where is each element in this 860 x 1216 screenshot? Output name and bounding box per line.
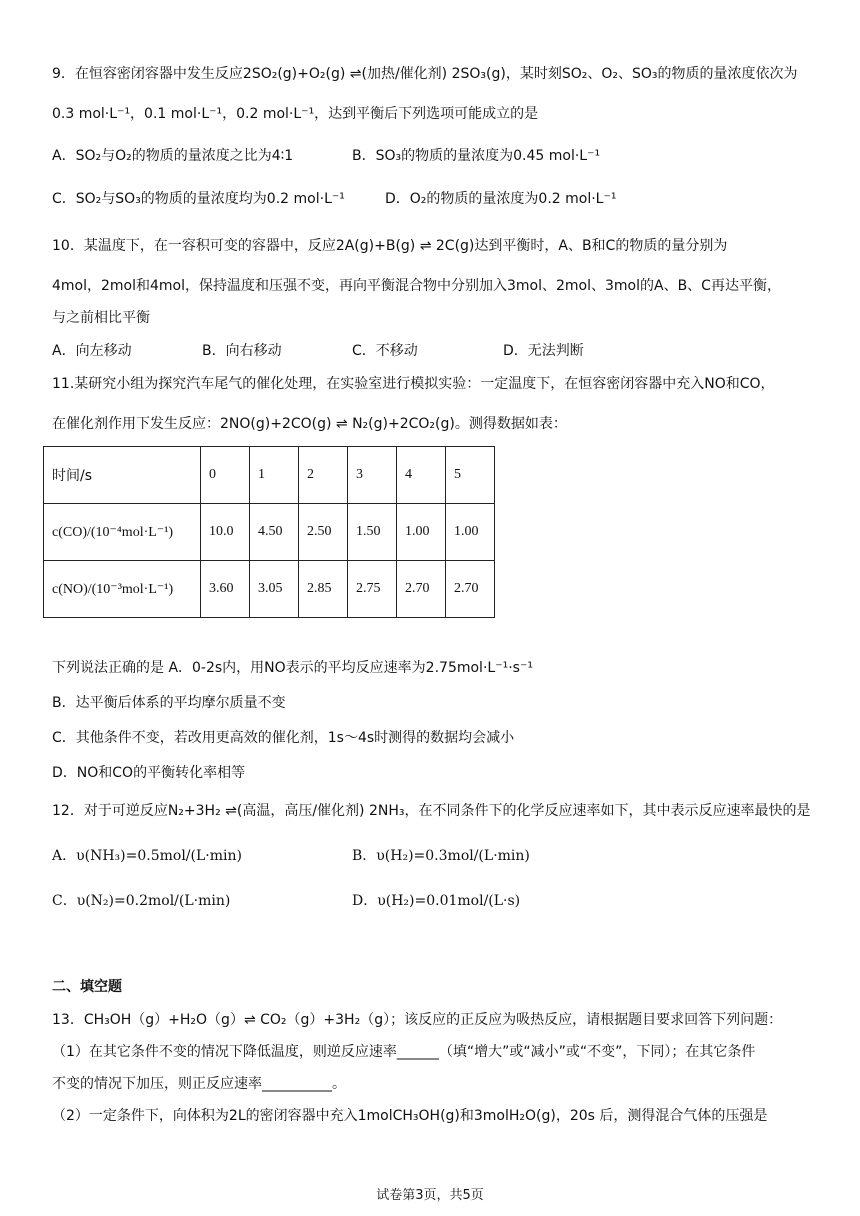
q9-option-d: D．O₂的物质的量浓度为0.2 mol·L⁻¹ [385,191,617,207]
table-cell: 2.85 [299,561,348,618]
q11-option-d: D．NO和CO的平衡转化率相等 [52,765,246,781]
q11-stem-line3: 下列说法正确的是 A．0-2s内，用NO表示的平均反应速率为2.75mol·L⁻¹·s⁻¹ [52,660,533,676]
q11-stem-line2: 在催化剂作用下发生反应：2NO(g)+2CO(g) ⇌ N₂(g)+2CO₂(g)。测得数据如表： [52,416,567,432]
table-header-cell: 时间/s [44,447,201,504]
q12-option-d: D．υ(H₂)=0.01mol/(L·s) [352,893,521,909]
table-cell: 1.50 [348,504,397,561]
q12-option-b: B．υ(H₂)=0.3mol/(L·min) [352,848,530,864]
table-header-cell: 4 [397,447,446,504]
table-cell: 2.70 [397,561,446,618]
q11-stem-line1: 11.某研究小组为探究汽车尾气的催化处理，在实验室进行模拟实验：一定温度下，在恒容密闭容器中充入NO和CO， [52,376,775,392]
q13-part1-line1: （1）在其它条件不变的情况下降低温度，则逆反应速率______（填“增大”或“减小”或“不变”，下同）；在其它条件 [52,1044,756,1060]
table-cell: 4.50 [250,504,299,561]
table-row [44,561,495,618]
q10-stem-line3: 与之前相比平衡 [52,310,150,326]
table-cell: 1.00 [446,504,495,561]
q9-stem-line1: 9．在恒容密闭容器中发生反应2SO₂(g)+O₂(g) ⇌(加热/催化剂) 2SO₃(g)，某时刻SO₂、O₂、SO₃的物质的量浓度依次为 [52,66,798,82]
q10-stem-line2: 4mol，2mol和4mol，保持温度和压强不变，再向平衡混合物中分别加入3mol、2mol、3mol的A、B、C再达平衡， [52,278,781,294]
table-cell: 3.60 [201,561,250,618]
page-footer: 试卷第3页，共5页 [376,1188,484,1203]
table-cell: 2.50 [299,504,348,561]
q9-option-b: B．SO₃的物质的量浓度为0.45 mol·L⁻¹ [352,148,601,164]
table-cell: 2.75 [348,561,397,618]
table-header-row [44,447,495,504]
q13-stem: 13．CH₃OH（g）+H₂O（g）⇌ CO₂（g）+3H₂（g）；该反应的正反应为吸热反应，请根据题目要求回答下列问题： [52,1012,783,1028]
q10-stem-line1: 10．某温度下，在一容积可变的容器中，反应2A(g)+B(g) ⇌ 2C(g)达到平衡时，A、B和C的物质的量分别为 [52,238,728,254]
q10-option-c: C．不移动 [352,343,418,359]
table-cell: 1.00 [397,504,446,561]
table-header-cell: 1 [250,447,299,504]
table-cell: 2.70 [446,561,495,618]
q11-data-table [43,446,495,618]
table-header-cell: 3 [348,447,397,504]
table-cell: 3.05 [250,561,299,618]
q11-option-c: C．其他条件不变，若改用更高效的催化剂，1s～4s时测得的数据均会减小 [52,730,515,746]
q12-option-c: C．υ(N₂)=0.2mol/(L·min) [52,893,231,909]
q12-stem: 12．对于可逆反应N₂+3H₂ ⇌(高温，高压/催化剂) 2NH₃，在不同条件下的化学反应速率如下，其中表示反应速率最快的是 [52,803,811,819]
q10-option-a: A．向左移动 [52,343,132,359]
table-header-cell: 5 [446,447,495,504]
table-cell: c(CO)/(10⁻⁴mol·L⁻¹) [44,504,201,561]
q11-option-b: B．达平衡后体系的平均摩尔质量不变 [52,695,286,711]
q9-option-a: A．SO₂与O₂的物质的量浓度之比为4∶1 [52,148,294,164]
q13-part2-line1: （2）一定条件下，向体积为2L的密闭容器中充入1molCH₃OH(g)和3molH₂O(g)，20s 后，测得混合气体的压强是 [52,1108,768,1124]
table-cell: c(NO)/(10⁻³mol·L⁻¹) [44,561,201,618]
q13-part1-line2: 不变的情况下加压，则正反应速率__________。 [52,1076,346,1092]
table-cell: 10.0 [201,504,250,561]
q10-option-d: D．无法判断 [503,343,584,359]
section-heading: 二、填空题 [52,979,122,995]
q10-option-b: B．向右移动 [202,343,282,359]
table-header-cell: 2 [299,447,348,504]
table-row [44,504,495,561]
q12-option-a: A．υ(NH₃)=0.5mol/(L·min) [52,848,242,864]
q9-stem-line2: 0.3 mol·L⁻¹，0.1 mol·L⁻¹，0.2 mol·L⁻¹，达到平衡后下列选项可能成立的是 [52,106,539,122]
table-header-cell: 0 [201,447,250,504]
q9-option-c: C．SO₂与SO₃的物质的量浓度均为0.2 mol·L⁻¹ [52,191,345,207]
